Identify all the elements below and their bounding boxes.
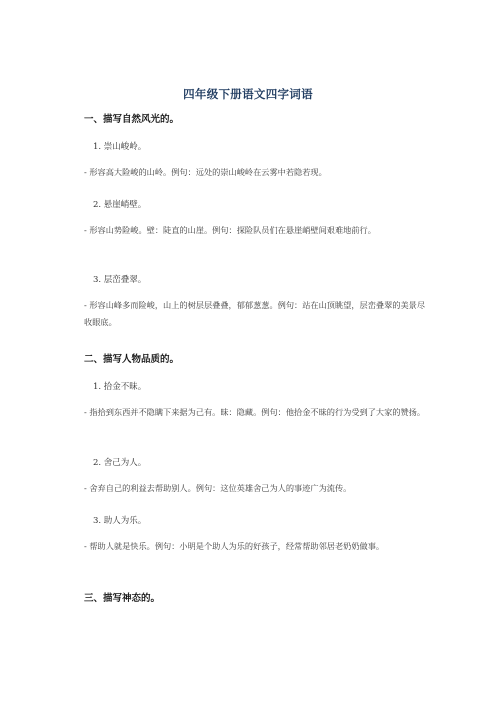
document-title: 四年级下册语文四字词语 bbox=[183, 87, 313, 101]
term-item: 2. 悬崖峭壁。 bbox=[93, 200, 147, 210]
term-item: 3. 助人为乐。 bbox=[93, 516, 147, 526]
term-description: - 形容高大险峻的山岭。例句：远处的崇山峻岭在云雾中若隐若现。 bbox=[84, 167, 327, 177]
section-heading: 一、描写自然风光的。 bbox=[84, 114, 180, 125]
term-description: - 帮助人就是快乐。例句：小明是个助人为乐的好孩子，经常帮助邻居老奶奶做事。 bbox=[84, 541, 385, 551]
term-description: - 舍弃自己的利益去帮助别人。例句：这位英雄舍己为人的事迹广为流传。 bbox=[84, 483, 352, 493]
term-description: - 形容山势险峻。壁：陡直的山崖。例句：探险队员们在悬崖峭壁间艰难地前行。 bbox=[84, 225, 376, 235]
term-item: 2. 舍己为人。 bbox=[93, 458, 147, 468]
section-heading: 三、描写神态的。 bbox=[84, 593, 161, 604]
term-item: 3. 层峦叠翠。 bbox=[93, 275, 147, 285]
term-description: - 指拾到东西并不隐瞒下来据为己有。昧：隐藏。例句：他拾金不昧的行为受到了大家的赞扬。 bbox=[84, 407, 426, 417]
term-description: - 形容山峰多而险峻，山上的树层层叠叠，郁郁葱葱。例句：站在山顶眺望，层峦叠翠的美景尽收眼底。 bbox=[84, 300, 426, 327]
term-item: 1. 崇山峻岭。 bbox=[93, 142, 147, 152]
term-item: 1. 拾金不昧。 bbox=[93, 382, 147, 392]
section-heading: 二、描写人物品质的。 bbox=[84, 354, 180, 365]
